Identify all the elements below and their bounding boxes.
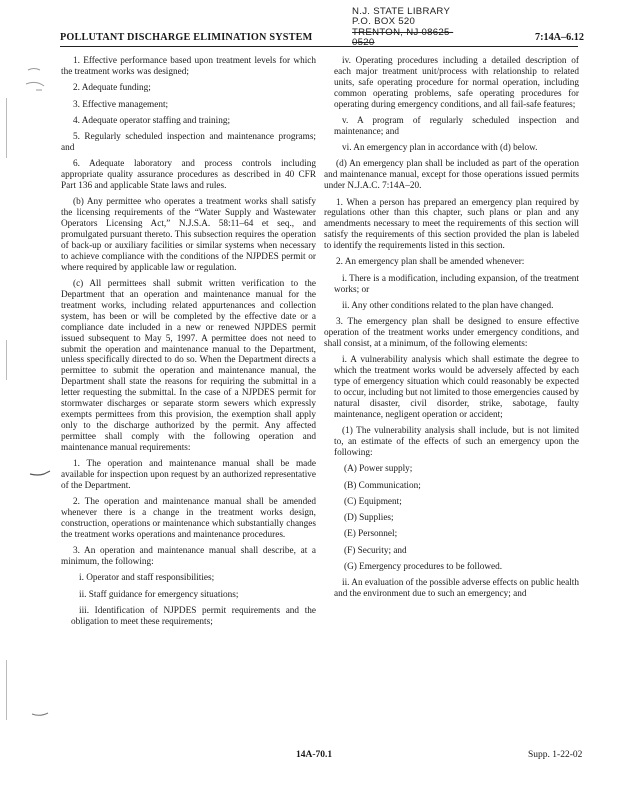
paragraph: 1. Effective performance based upon treatment levels for which the treatment works was designed; bbox=[61, 56, 316, 77]
paragraph: (d) An emergency plan shall be included as part of the operation and maintenance manual, except for those operations issued permits under N.J.A.C. 7:14A–20. bbox=[324, 159, 579, 192]
paragraph: 1. The operation and maintenance manual shall be made available for inspection upon request by an authorized representative of the Department. bbox=[61, 459, 316, 491]
paragraph: (G) Emergency procedures to be followed. bbox=[344, 562, 503, 573]
paragraph: ii. Any other conditions related to the plan have changed. bbox=[342, 300, 554, 311]
paragraph: (B) Communication; bbox=[344, 480, 421, 491]
scan-smudge-icon bbox=[22, 64, 52, 98]
page-number: 14A-70.1 bbox=[296, 750, 333, 760]
paragraph: 3. An operation and maintenance manual shall describe, at a minimum, the following: bbox=[61, 546, 316, 568]
paragraph: iii. Identification of NJPDES permit requirements and the obligation to meet these requirements; bbox=[71, 605, 316, 627]
paragraph: vi. An emergency plan in accordance with (d) below. bbox=[342, 143, 538, 154]
paragraph: 3. The emergency plan shall be designed to ensure effective operation of the treatment works under emergency conditions, and shall consist, at a minimum, of the following elements: bbox=[324, 317, 579, 350]
running-header-section: 7:14A–6.12 bbox=[535, 32, 584, 43]
paragraph: 4. Adequate operator staffing and training; bbox=[73, 115, 231, 126]
paragraph: 1. When a person has prepared an emergency plan required by regulations other than this chapter, such plans or plan and any amendments necessary to meet the requirements of this section will satisfy the requirements of this section provided the plan is labeled to identify the requirements listed in this section. bbox=[324, 197, 579, 252]
header-rule bbox=[60, 46, 578, 47]
running-header-title: POLLUTANT DISCHARGE ELIMINATION SYSTEM bbox=[60, 32, 313, 43]
scan-edge-line-2 bbox=[6, 340, 7, 380]
supplement-date: Supp. 1-22-02 bbox=[528, 750, 583, 760]
library-stamp bbox=[352, 7, 472, 49]
paragraph: (E) Personnel; bbox=[344, 529, 398, 540]
paragraph: 2. Adequate funding; bbox=[73, 83, 151, 94]
paragraph: i. There is a modification, including expansion, of the treatment works; or bbox=[334, 273, 579, 295]
scan-mark-icon bbox=[28, 468, 54, 482]
paragraph: (1) The vulnerability analysis shall include, but is not limited to, an estimate of the effects of such an emergency upon the following: bbox=[334, 426, 579, 458]
left-column bbox=[61, 56, 316, 736]
paragraph: 2. The operation and maintenance manual shall be amended whenever there is a change in the treatment works design, construction, operations or maintenance which substantially changes the treatment works operations and maintenance procedures. bbox=[61, 497, 316, 540]
paragraph: (C) Equipment; bbox=[344, 496, 402, 507]
paragraph: (c) All permittees shall submit written verification to the Department that an operation and maintenance manual for the treatment works, including related appurtenances and collection system, has been or will be completed by the effective date or a compliance date included in a new or renewed NJPDES permit issued subsequent to May 5, 1997. A permittee does not need to submit the operation and maintenance manual to the Department, unless specifically directed to do so. When the Department directs a permittee to submit the operation and maintenance manual, the Department shall state the reasons for requiring the submittal in a letter requesting the submittal. In the case of a NJPDES permit for stormwater discharges or separate storm sewers which expressly exempts permittees from this provision, the exemption shall apply only to the discharge authorized by the permit. Any affected permittee shall comply with the following operation and maintenance manual requirements: bbox=[61, 279, 316, 453]
paragraph: iv. Operating procedures including a detailed description of each major treatment unit/process with relationship to related units, safe operating procedure for normal operation, including common operating problems, safe operating procedures for operating during emergency conditions, and all fail-safe features; bbox=[334, 56, 579, 110]
paragraph: v. A program of regularly scheduled inspection and maintenance; and bbox=[334, 115, 579, 137]
scan-edge-line-3 bbox=[6, 660, 7, 720]
paragraph: (F) Security; and bbox=[344, 545, 407, 556]
scan-mark-icon-2 bbox=[30, 708, 56, 720]
paragraph: ii. Staff guidance for emergency situations; bbox=[79, 589, 239, 600]
stamp-line-3: TRENTON, NJ 08625-0520 bbox=[352, 26, 454, 49]
scan-edge-line bbox=[6, 98, 7, 158]
paragraph: ii. An evaluation of the possible adverse effects on public health and the environment due to such an emergency; and bbox=[334, 578, 579, 600]
stamp-line-2: P.O. BOX 520 bbox=[352, 16, 416, 28]
paragraph: (A) Power supply; bbox=[344, 464, 413, 475]
paragraph: 5. Regularly scheduled inspection and maintenance programs; and bbox=[61, 132, 316, 153]
paragraph: i. Operator and staff responsibilities; bbox=[79, 573, 215, 584]
right-column bbox=[324, 56, 579, 736]
stamp-line-1: N.J. STATE LIBRARY bbox=[352, 6, 451, 17]
paragraph: (b) Any permittee who operates a treatment works shall satisfy the licensing requirements of the “Water Supply and Wastewater Operators Licensing Act,” N.J.S.A. 58:11–64 et seq., and promulgated pursuant thereto. This subsection requires the operation of back-up or auxiliary facilities or similar systems when necessary to achieve compliance with the conditions of the NJPDES permit or where required by applicable law or regulation. bbox=[61, 197, 316, 273]
paragraph: 2. An emergency plan shall be amended whenever: bbox=[336, 257, 525, 268]
paragraph: (D) Supplies; bbox=[344, 513, 394, 524]
paragraph: 3. Effective management; bbox=[73, 99, 169, 110]
paragraph: 6. Adequate laboratory and process controls including appropriate quality assurance procedures as described in 40 CFR Part 136 and applicable State laws and rules. bbox=[61, 159, 316, 192]
paragraph: i. A vulnerability analysis which shall estimate the degree to which the treatment works would be adversely affected by each type of emergency situation which could reasonably be expected to occur, including but not limited to those emergencies caused by natural disaster, civil disorder, strike, sabotage, faulty maintenance, negligent operation or accident; bbox=[334, 355, 579, 420]
